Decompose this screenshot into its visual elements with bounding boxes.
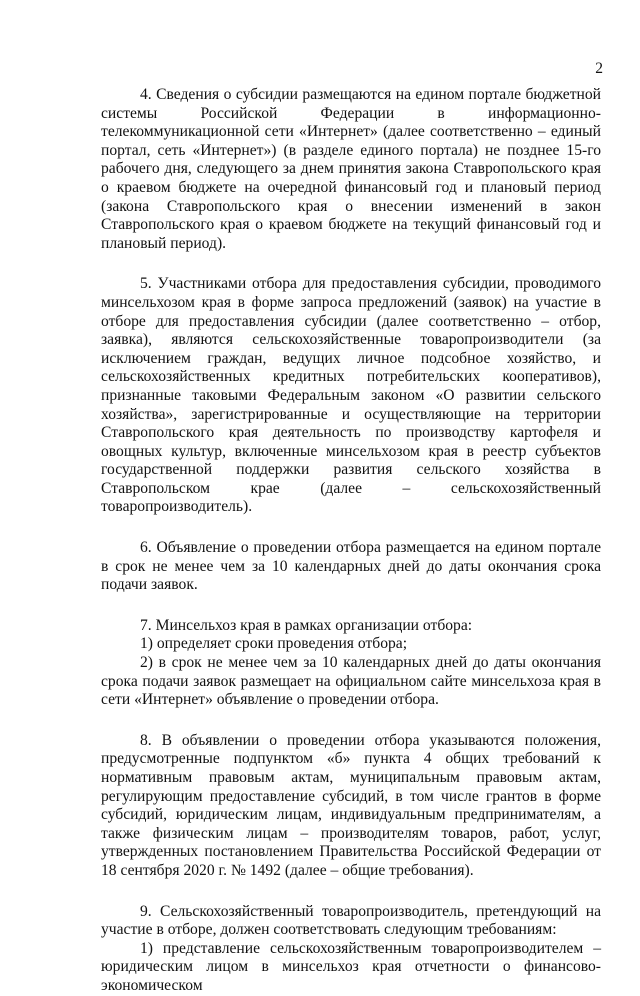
paragraph-9-item-1: 1) представление сельскохозяйственным товаропроизводителем – юридическим лицом в минсельхоз края отчетности о финансово-экономическом: [101, 939, 601, 994]
paragraph-6: 6. Объявление о проведении отбора размещается на едином портале в срок не менее чем за 10 календарных дней до даты окончания срока подачи заявок.: [101, 539, 601, 594]
paragraph-7-item-1: 1) определяет сроки проведения отбора;: [140, 635, 408, 653]
paragraph-4: 4. Сведения о субсидии размещаются на едином портале бюджетной системы Российской Федерации в информационно-телекоммуникационной сети «Интернет» (далее соответственно – единый портал, сеть «Интернет») (в разделе единого портала) не позднее 15-го рабочего дня, следующего за днем принятия закона Ставропольского края о краевом бюджете на очередной финансовый год и плановый период (закона Ставропольского края о внесении изменений в закон Ставропольского края о краевом бюджете на текущий финансовый год и плановый период).: [101, 86, 601, 252]
paragraph-spacer: [101, 881, 601, 903]
paragraph-spacer: [101, 595, 601, 617]
paragraph-8: 8. В объявлении о проведении отбора указываются положения, предусмотренные подпунктом «б» пункта 4 общих требований к нормативным правовым актам, муниципальным правовым актам, регулирующим предоставление субсидий, в том числе грантов в форме субсидий, юридическим лицам, индивидуальным предпринимателям, а также физическим лицам – производителям товаров, работ, услуг, утвержденных постановлением Правительства Российской Федерации от 18 сентября 2020 г. № 1492 (далее – общие требования).: [101, 731, 601, 879]
paragraph-9-heading: 9. Сельскохозяйственный товаропроизводитель, претендующий на участие в отборе, должен соответствовать следующим требованиям:: [101, 902, 601, 939]
document-body: [101, 86, 601, 996]
paragraph-spacer: [101, 253, 601, 275]
paragraph-spacer: [101, 710, 601, 732]
paragraph-5: 5. Участниками отбора для предоставления субсидии, проводимого минсельхозом края в форме запроса предложений (заявок) на участие в отборе для предоставления субсидии (далее соответственно – отбор, заявка), являются сельскохозяйственные товаропроизводители (за исключением граждан, ведущих личное подсобное хозяйство, и сельскохозяйственных кредитных потребительских кооперативов), признанные таковыми Федеральным законом «О развитии сельского хозяйства», зарегистрированные и осуществляющие на территории Ставропольского края деятельность по производству картофеля и овощных культур, включенные минсельхозом края в реестр субъектов государственной поддержки развития сельского хозяйства в Ставропольском крае (далее – сельскохозяйственный товаропроизводитель).: [101, 275, 601, 516]
paragraph-7-item-2: 2) в срок не менее чем за 10 календарных дней до даты окончания срока подачи заявок размещает на официальном сайте минсельхоза края в сети «Интернет» объявление о проведении отбора.: [101, 654, 601, 709]
paragraph-7-heading: 7. Минсельхоз края в рамках организации отбора:: [140, 616, 473, 634]
page-number: 2: [595, 60, 603, 77]
paragraph-spacer: [101, 517, 601, 539]
